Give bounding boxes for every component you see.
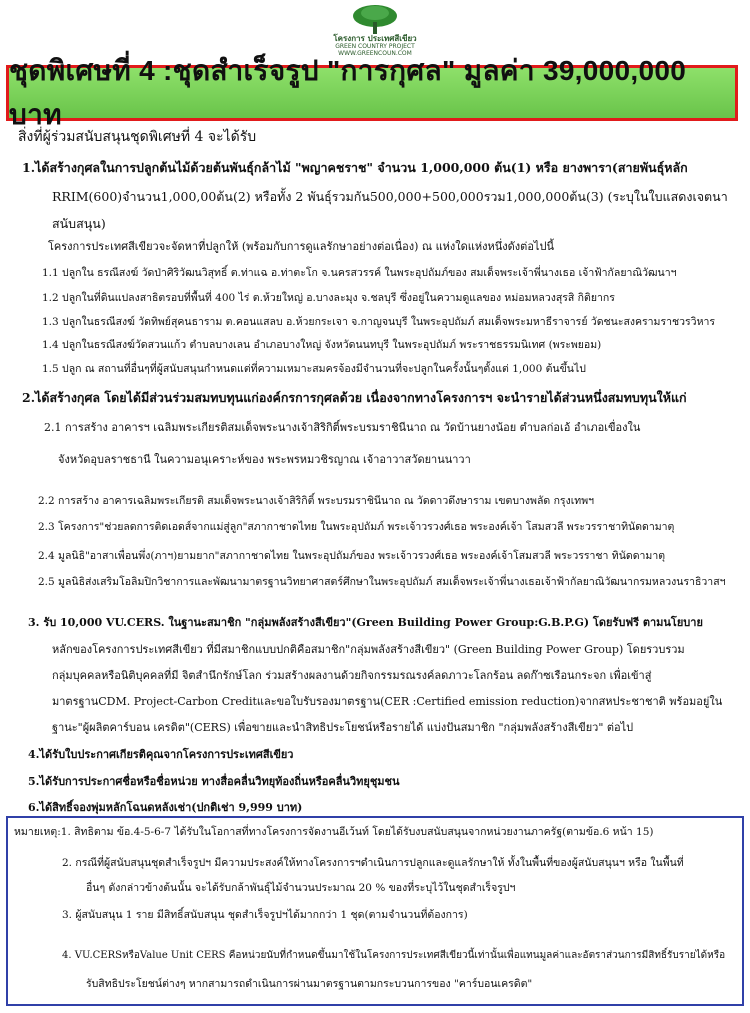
note-1: หมายเหตุ:1. สิทธิตาม ข้อ.4-5-6-7 ได้รับในโอกาสที่ทางโครงการจัดงานอีเว้นท์ โดยได้รับงบสนับสนุนจากหน่วยงานภาครัฐ(ตามข้อ.6 หน้า 15) [14, 826, 654, 838]
note-3: 3. ผู้สนับสนุน 1 ราย มีสิทธิ์สนับสนุน ชุดสำเร็จรูปฯได้มากกว่า 1 ชุด(ตามจำนวนที่ต้องการ) [62, 909, 468, 921]
item5: 5.ได้รับการประกาศชื่อหรือชื่อหน่วย ทางสื่อคลื่นวิทยุท้องถิ่นหรือคลื่นวิทยุชุมชน [28, 775, 400, 788]
item3-line5: ฐานะ"ผู้ผลิตคาร์บอน เครดิต"(CERS) เพื่อขายและนำสิทธิประโยชน์หรือรายได้ แบ่งปันสมาชิก "กลุ่มพลังสร้างสีเขียว" ต่อไป [52, 721, 634, 734]
item1-line1: 1.ได้สร้างกุศลในการปลูกต้นไม้ด้วยต้นพันธุ์กล้าไม้ "พญาคชราช" จำนวน 1,000,000 ต้น(1) หรือ ยางพารา(สายพันธุ์หลัก [22, 160, 688, 175]
item2-sub-3: 2.3 โครงการ"ช่วยลดการติดเอดส์จากแม่สู่ลูก"สภากาชาดไทย ในพระอุปถัมภ์ พระเจ้าวรวงศ์เธอ พระองค์เจ้า โสมสวลี พระวรราชาทินัดดามาตุ [38, 521, 675, 533]
item2-sub-4: 2.4 มูลนิธิ"อาสาเพื่อนพึ่ง(ภาฯ)ยามยาก"สภากาชาดไทย ในพระอุปถัมภ์ของ พระเจ้าวรวงศ์เธอ พระองค์เจ้าโสมสวลี พระวรราชา ทินัดดามาตุ [38, 550, 666, 562]
item1-sub-3: 1.3 ปลูกในธรณีสงฆ์ วัดทิพย์สุคนธาราม ต.คอนแสลบ อ.ห้วยกระเจา จ.กาญจนบุรี ในพระอุปถัมภ์ สมเด็จพระมหาธีราจารย์ วัดชนะสงครามราชวรวิหาร [42, 316, 716, 328]
logo-english-name: GREEN COUNTRY PROJECT [335, 43, 415, 50]
item3-line1: 3. รับ 10,000 VU.CERS. ในฐานะสมาชิก "กลุ่มพลังสร้างสีเขียว"(Green Building Power Group:G.B.P.G) โดยรับฟรี ตามนโยบาย [28, 616, 703, 629]
note-2a: 2. กรณีที่ผู้สนับสนุนชุดสำเร็จรูปฯ มีความประสงค์ให้ทางโครงการฯดำเนินการปลูกและดูแลรักษาให้ ทั้งในพื้นที่ของผู้สนับสนุนฯ หรือ ในพื้นที่ [62, 857, 684, 869]
item6: 6.ได้สิทธิ์จองพุ่มหลักโฉนดหลังเช่า(ปกติเช่า 9,999 บาท) [28, 801, 303, 814]
title-banner [6, 55, 738, 130]
note-2b: อื่นๆ ดังกล่าวข้างต้นนั้น จะได้รับกล้าพันธุ์ไม้จำนวนประมาณ 20 % ของที่ระบุไว้ในชุดสำเร็จรูปฯ [86, 882, 516, 894]
item1-sub-1: 1.1 ปลูกใน ธรณีสงฆ์ วัดป่าศิริวัฒนวิสุทธิ์ ต.ท่าแฉ อ.ท่าตะโก จ.นครสวรรค์ ในพระอุปถัมภ์ของ สมเด็จพระเจ้าพี่นางเธอ เจ้าฟ้ากัลยาณิวัฒนาฯ [42, 267, 677, 279]
item3-line4: มาตรฐานCDM. Project-Carbon Creditและขอใบรับรองมาตรฐาน(CER :Certified emission reduction)จากสหประชาชาติ พร้อมอยู่ใน [52, 695, 723, 708]
item4: 4.ได้รับใบประกาศเกียรติคุณจากโครงการประเทศสีเขียว [28, 748, 294, 761]
tree-icon [350, 4, 400, 34]
item1-sub-4: 1.4 ปลูกในธรณีสงฆ์วัดสวนแก้ว ตำบลบางเลน อำเภอบางใหญ่ จังหวัดนนทบุรี ในพระอุปถัมภ์ พระราชธรรมนิเทศ (พระพยอม) [42, 339, 602, 351]
section-heading: สิ่งที่ผู้ร่วมสนับสนุนชุดพิเศษที่ 4 จะได้รับ [18, 129, 257, 145]
item3-line2: หลักของโครงการประเทศสีเขียว ที่มีสมาชิกแบบปกติคือสมาชิก"กลุ่มพลังสร้างสีเขียว" (Green Building Power Group) โดยรวบรวม [52, 643, 685, 656]
item2-line1: 2.ได้สร้างกุศล โดยได้มีส่วนร่วมสมทบทุนแก่องค์กรการกุศลด้วย เนื่องจากทางโครงการฯ จะนำรายได้ส่วนหนึ่งสมทบทุนให้แก่ [22, 390, 687, 405]
item3-line3: กลุ่มบุคคลหรือนิติบุคคลที่มี จิตสำนึกรักษ์โลก ร่วมสร้างผลงานด้วยกิจกรรมรณรงค์ลดภาวะโลกร้อน ลดก๊าซเรือนกระจก เพื่อเข้าสู่ [52, 669, 652, 682]
logo-thai-name: โครงการ ประเทศสีเขียว [333, 34, 417, 43]
item1-line2: RRIM(600)จำนวน1,000,00ต้น(2) หรือทั้ง 2 พันธุ์รวมกัน500,000+500,000รวม1,000,000ต้น(3) (ระบุในใบแสดงเจตนา [52, 189, 728, 204]
logo-website: WWW.GREENCOUN.COM [338, 50, 412, 57]
item1-sub-2: 1.2 ปลูกในที่ดินแปลงสาธิตรอบที่พื้นที่ 400 ไร่ ต.ห้วยใหญ่ อ.บางละมุง จ.ชลบุรี ซึ่งอยู่ในความดูแลของ หม่อมหลวงสุรสิ กิติยากร [42, 292, 615, 304]
item1-line3: สนับสนุน) [52, 216, 106, 231]
note-4a: 4. VU.CERSหรือValue Unit CERS คือหน่วยนับที่กำหนดขึ้นมาใช้ในโครงการประเทศสีเขียวนี้เท่านั้นเพื่อแทนมูลค่าและอัตราส่วนการมีสิทธิ์รับรายได้หรือ [62, 950, 726, 961]
item2-sub-1b: จังหวัดอุบลราชธานี ในความอนุเคราะห์ของ พระพรหมวชิรญาณ เจ้าอาวาสวัดยานนาวา [58, 453, 471, 466]
item2-sub-2: 2.2 การสร้าง อาคารเฉลิมพระเกียรติ สมเด็จพระนางเจ้าสิริกิติ์ พระบรมราชินีนาถ ณ วัดดาวดึงษาราม เขตบางพลัด กรุงเทพฯ [38, 495, 595, 507]
note-4b: รับสิทธิประโยชน์ต่างๆ หากสามารถดำเนินการผ่านมาตรฐานตามกระบวนการของ "คาร์บอนเครดิต" [86, 978, 533, 990]
banner-title: ชุดพิเศษที่ 4 :ชุดสำเร็จรูป "การกุศล" มูลค่า 39,000,000 บาท [9, 55, 687, 130]
item1-intro: โครงการประเทศสีเขียวจะจัดหาที่ปลูกให้ (พร้อมกับการดูแลรักษาอย่างต่อเนื่อง) ณ แห่งใดแห่งหนึ่งดังต่อไปนี้ [48, 240, 554, 253]
item2-sub-5: 2.5 มูลนิธิส่งเสริมโอลิมปิกวิชาการและพัฒนามาตรฐานวิทยาศาสตร์ศึกษาในพระอุปถัมภ์ สมเด็จพระเจ้าพี่นางเธอเจ้าฟ้ากัลยาณิวัฒนากรมหลวงนราธิวาสฯ [38, 576, 726, 588]
item1-sub-5: 1.5 ปลูก ณ สถานที่อื่นๆที่ผู้สนับสนุนกำหนดแต่ที่ความเหมาะสมครจ้องมีจำนวนที่จะปลูกในครั้งนั้นๆตั้งแต่ 1,000 ต้นขึ้นไป [42, 363, 586, 375]
item2-sub-1a: 2.1 การสร้าง อาคารฯ เฉลิมพระเกียรติสมเด็จพระนางเจ้าสิริกิติ์พระบรมราชินีนาถ ณ วัดบ้านยางน้อย ตำบลก่อเอ้ อำเภอเขื่องใน [44, 421, 641, 434]
